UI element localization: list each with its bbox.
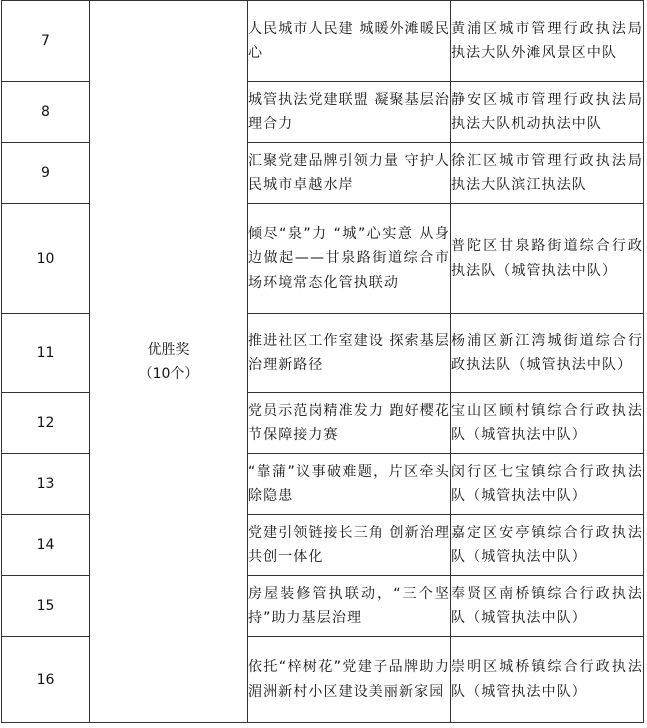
- project-title: 依托“梓树花”党建子品牌助力湄洲新村小区建设美丽新家园: [248, 637, 451, 723]
- winning-unit: 嘉定区安亭镇综合行政执法队（城管执法中队）: [451, 515, 644, 576]
- table-row: [2, 1, 644, 82]
- row-number: 12: [2, 393, 90, 454]
- row-number: 13: [2, 454, 90, 515]
- awards-table: [1, 0, 644, 723]
- project-title: 推进社区工作室建设 探索基层治理新路径: [248, 314, 451, 393]
- project-title: “靠蒲”议事破难题，片区牵头除隐患: [248, 454, 451, 515]
- row-number: 11: [2, 314, 90, 393]
- winning-unit: 静安区城市管理行政执法局执法大队机动执法中队: [451, 82, 644, 143]
- award-count: （10个）: [138, 365, 199, 382]
- winning-unit: 普陀区甘泉路街道综合行政执法队（城管执法中队）: [451, 204, 644, 314]
- project-title: 人民城市人民建 城暖外滩暖民心: [248, 1, 451, 82]
- winning-unit: 闵行区七宝镇综合行政执法队（城管执法中队）: [451, 454, 644, 515]
- row-number: 16: [2, 637, 90, 723]
- row-number: 9: [2, 143, 90, 204]
- winning-unit: 杨浦区新江湾城街道综合行政执法队（城管执法中队）: [451, 314, 644, 393]
- project-title: 倾尽“泉”力 “城”心实意 从身边做起——甘泉路街道综合市场环境常态化管执联动: [248, 204, 451, 314]
- winning-unit: 徐汇区城市管理行政执法局执法大队滨江执法队: [451, 143, 644, 204]
- winning-unit: 宝山区顾村镇综合行政执法队（城管执法中队）: [451, 393, 644, 454]
- project-title: 党员示范岗精准发力 跑好樱花节保障接力赛: [248, 393, 451, 454]
- project-title: 汇聚党建品牌引领力量 守护人民城市卓越水岸: [248, 143, 451, 204]
- row-number: 15: [2, 576, 90, 637]
- row-number: 14: [2, 515, 90, 576]
- award-name: 优胜奖: [147, 341, 190, 358]
- row-number: 7: [2, 1, 90, 82]
- winning-unit: 崇明区城桥镇综合行政执法队（城管执法中队）: [451, 637, 644, 723]
- project-title: 城管执法党建联盟 凝聚基层治理合力: [248, 82, 451, 143]
- award-category-cell: [90, 1, 248, 723]
- project-title: 党建引领链接长三角 创新治理共创一体化: [248, 515, 451, 576]
- winning-unit: 黄浦区城市管理行政执法局执法大队外滩风景区中队: [451, 1, 644, 82]
- project-title: 房屋装修管执联动，“三个坚持”助力基层治理: [248, 576, 451, 637]
- winning-unit: 奉贤区南桥镇综合行政执法队（城管执法中队）: [451, 576, 644, 637]
- row-number: 10: [2, 204, 90, 314]
- row-number: 8: [2, 82, 90, 143]
